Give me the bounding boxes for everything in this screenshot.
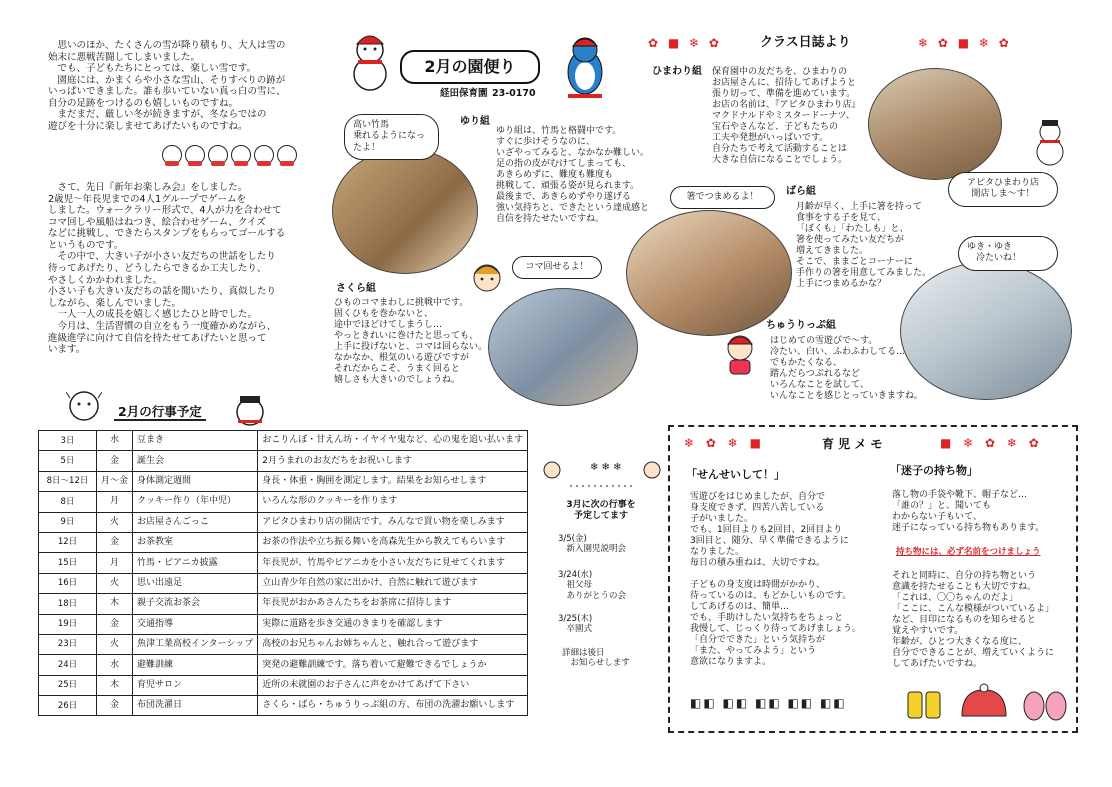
schedule-weekday: 月 (97, 553, 133, 573)
schedule-weekday: 木 (97, 594, 133, 614)
schedule-date: 9日 (39, 512, 97, 532)
schedule-weekday: 金 (97, 614, 133, 634)
schedule-table (38, 430, 528, 716)
schedule-event: 親子交流お茶会 (133, 594, 258, 614)
sakura-photo (488, 288, 638, 406)
schedule-date: 24日 (39, 655, 97, 675)
schedule-weekday: 水 (97, 655, 133, 675)
memo-decoration-left: ❄ ✿ ❄ ■ (684, 436, 765, 450)
himawari-photo (868, 68, 1002, 180)
schedule-event: お茶教室 (133, 532, 258, 552)
schedule-event: 身体測定週間 (133, 471, 258, 491)
march-notice-item: 3/25(木) 卒園式 (558, 614, 593, 635)
schedule-date: 3日 (39, 431, 97, 451)
schedule-row (39, 573, 528, 593)
org-name: 経田保育園 (440, 88, 488, 99)
schedule-date: 18日 (39, 594, 97, 614)
snowman-icon (231, 145, 251, 165)
bara-label: ばら組 (786, 186, 816, 197)
memo-highlight: 持ち物には、必ず名前をつけましょう (896, 547, 1041, 557)
schedule-event: 避難訓練 (133, 655, 258, 675)
penguin-mascot-icon (560, 34, 610, 104)
snowman-icon (232, 392, 268, 428)
schedule-row (39, 655, 528, 675)
snowman-icon (277, 145, 297, 165)
girl-character-icon (466, 258, 508, 298)
org-phone: 23-0170 (492, 88, 536, 99)
yuri-speech-bubble: 高い竹馬 乗れるようになったよ！ (344, 114, 439, 160)
schedule-event: 竹馬・ピアニカ披露 (133, 553, 258, 573)
sakura-speech-bubble: コマ回せるよ！ (512, 256, 602, 279)
himawari-speech-bubble: アピタひまわり店 開店しま～す！ (948, 172, 1058, 207)
schedule-row (39, 594, 528, 614)
snowman-icon (254, 145, 274, 165)
bara-photo (626, 210, 792, 336)
snowman-mascot-icon (340, 30, 400, 92)
schedule-date: 5日 (39, 451, 97, 471)
schedule-description: おこりんぼ・甘えん坊・イヤイヤ鬼など、心の鬼を追い払います (258, 431, 528, 451)
snowman-icon (162, 145, 182, 165)
schedule-row (39, 675, 528, 695)
schedule-event: 交通指導 (133, 614, 258, 634)
snowman-icon (185, 145, 205, 165)
schedule-description: 近所の未就園のお子さんに声をかけてあげて下さい (258, 675, 528, 695)
schedule-description: 2月うまれのお友だちをお祝いします (258, 451, 528, 471)
schedule-row (39, 492, 528, 512)
schedule-date: 8日 (39, 492, 97, 512)
schedule-description: さくら・ばら・ちゅうりっぷ組の方、布団の洗濯お願いします (258, 696, 528, 716)
schedule-row (39, 471, 528, 491)
event-report-text: さて、先日『新年お楽しみ会』をしました。 2歳児～年長児までの4人1グループでゲームを しました。ウォークラリー形式で、4人が力を合わせて コマ回しや風船はねつき、絵合わせゲーム、クイズ などに挑戦し、できたらスタンプをもらってゴールする というものです。 その中で、大きい子が小さい友だちの世話をしたり 待ってあげたり、どうしたらできるか工夫したり、 やさしくかかわれました。 小さい子も大きい友だちの話を聞いたり、真似したり しながら、楽しんでいました。 一人一人の成長を嬉しく感じたひと時でした。 今月は、生活習慣の自立をもう一度確かめながら、 進級進学に向けて自信を持たせてあげたいと思って います。 (48, 182, 286, 356)
memo-decoration-right: ■ ❄ ✿ ❄ ✿ (940, 436, 1043, 450)
schedule-description: 年長児がおかあさんたちをお茶席に招待します (258, 594, 528, 614)
schedule-description: アピタひまわり店の開店です。みんなで買い物を楽しみます (258, 512, 528, 532)
schedule-weekday: 火 (97, 573, 133, 593)
memo-title: 育 児 メ モ (822, 437, 883, 451)
schedule-description: 実際に道路を歩き交通のきまりを確認します (258, 614, 528, 634)
schedule-title: 2月の行事予定 (114, 404, 206, 421)
schedule-row (39, 634, 528, 654)
child-character-icon (720, 330, 760, 376)
schedule-description: 高校のお兄ちゃんお姉ちゃんと、触れ合って遊びます (258, 634, 528, 654)
schedule-event: 誕生会 (133, 451, 258, 471)
bara-speech-bubble: 箸でつまめるよ！ (670, 186, 775, 209)
diary-decoration-right: ❄ ✿ ■ ❄ ✿ (918, 36, 1012, 50)
snowman-icon (1030, 118, 1070, 168)
yuri-text: ゆり組は、竹馬と格闘中です。 すぐに歩けそうなのに、 いざやってみると、なかなか難しい。 足の指の皮がむけてしまっても、 あきらめずに、難度も難度も 挑戦して、頑張る姿が見られます。 最後まで、あきらめずやり遂げる 強い気持ちと、できたという達成感と 自信を持たせたいですね。 (496, 126, 650, 224)
yuri-label: ゆり組 (460, 116, 490, 127)
class-diary-title: クラス日誌より (760, 35, 851, 50)
tulip-text: はじめての雪遊びで～す。 冷たい、白い、ふわふわしてる… でもかたくなる、 踏んだらつぶれるなど いろんなことを試して、 いんなことを感じとっていきますね。 (770, 336, 923, 401)
winter-clothes-icon (900, 682, 1070, 726)
tulip-label: ちゅうりっぷ組 (766, 320, 836, 331)
schedule-description: お茶の作法や立ち振る舞いを高森先生から教えてもらいます (258, 532, 528, 552)
schedule-row (39, 431, 528, 451)
march-notice-title: 3月に次の行事を 予定してます (566, 500, 636, 521)
schedule-row (39, 451, 528, 471)
schedule-date: 25日 (39, 675, 97, 695)
memo-right-text: 落し物の手袋や靴下、帽子など… 「誰の？」と、聞いても わからない子もいて、 迷子になっている持ち物もあります。 (892, 490, 1045, 533)
schedule-row (39, 553, 528, 573)
newsletter-title: 2月の園便り (400, 50, 540, 84)
tulip-speech-bubble: ゆき・ゆき 冷たいね！ (958, 236, 1058, 271)
sakura-label: さくら組 (336, 283, 376, 294)
intro-text: 思いのほか、たくさんの雪が降り積もり、大人は雪の 始末に悪戦苦闘してしまいました。 でも、子どもたちにとっては、楽しい雪です。 園庭には、かまくらや小さな雪山、そりすべりの跡が いっぱいできました。誰も歩いていない真っ白の雪に、 自分の足跡をつけるのも嬉しいものですね。 まだまだ、厳しい冬が続きますが、冬ならではの 遊びを十分に楽しませてあげたいものですね。 (48, 40, 286, 133)
schedule-weekday: 水 (97, 431, 133, 451)
schedule-date: 19日 (39, 614, 97, 634)
schedule-event: 育児サロン (133, 675, 258, 695)
schedule-row (39, 614, 528, 634)
schedule-date: 26日 (39, 696, 97, 716)
schedule-date: 16日 (39, 573, 97, 593)
schedule-row (39, 696, 528, 716)
schedule-weekday: 月 (97, 492, 133, 512)
snowman-icon (66, 388, 102, 424)
memo-left-text: 雪遊びをはじめましたが、自分で 身支度できず、四苦八苦している 子がいました。 でも、1回目よりも2回目、2回目より 3回目と、随分、早く準備できるように なりました。 毎日の積み重ねは、大切ですね。 子どもの身支度は時間がかかり、 待っているのは、もどかしいものです。 してあげるのは、簡単… でも、手助けしたい気持ちをちょっと 我慢して、じっくり待ってあげましょう。 「自分でできた」という気持ちが 「また、やってみよう」という 意欲になりますよ。 (690, 492, 861, 667)
memo-right-text: それと同時に、自分の持ち物という 意識を持たせることも大切ですね。 「これは、〇〇ちゃんのだよ」 「ここに、こんな模様がついているよ」 など、目印になるものを知らせると 覚えやすいです。 年齢が、ひとつ大きくなる度に、 自分でできることが、増えていくように してあげたいですね。 (892, 571, 1055, 669)
schedule-description: 年長児が、竹馬やピアニカを小さい友だちに見せてくれます (258, 553, 528, 573)
schedule-event: 魚津工業高校インターシップ (133, 634, 258, 654)
schedule-weekday: 月～金 (97, 471, 133, 491)
schedule-event: 布団洗濯日 (133, 696, 258, 716)
schedule-description: 立山青少年自然の家に出かけ、自然に触れて遊びます (258, 573, 528, 593)
schedule-date: 12日 (39, 532, 97, 552)
schedule-date: 15日 (39, 553, 97, 573)
march-notice-box (538, 448, 664, 688)
schedule-weekday: 火 (97, 512, 133, 532)
march-notice-item: 3/24(水) 祖父母 ありがとうの会 (558, 570, 627, 601)
sakura-text: ひものコマまわしに挑戦中です。 固くひもを巻かないと、 途中でほどけてしまうし… やっときれいに巻けたと思っても、 上手に投げないと、コマは回らない。 なかなか、根気のいる遊びですが それだからこそ、うまく回ると 嬉しさも大きいのでしょうね。 (334, 298, 488, 385)
yuri-photo (332, 148, 478, 274)
schedule-event: 思い出遠足 (133, 573, 258, 593)
memo-left-heading: 「せんせいして！」 (686, 468, 785, 481)
schedule-event: 豆まき (133, 431, 258, 451)
bara-text: 月齢が早く、上手に箸を持って 食事をする子を見て、 「ぼくも」「わたしも」と、 箸を使ってみたい友だちが 増えてきました。 そこで、ままごとコーナーに 手作りの箸を用意してみました。 上手につまめるかな？ (796, 202, 932, 289)
memo-right-heading: 「迷子の持ち物」 (890, 464, 978, 477)
schedule-weekday: 火 (97, 634, 133, 654)
schedule-weekday: 木 (97, 675, 133, 695)
schedule-event: クッキー作り（年中児） (133, 492, 258, 512)
schedule-weekday: 金 (97, 451, 133, 471)
memo-footer-decoration: ◧◧ ◧◧ ◧◧ ◧◧ ◧◧ (690, 696, 847, 710)
himawari-text: 保育園中の友だちを、ひまわりの お店屋さんに、招待してあげようと 張り切って、準備を進めています。 お店の名前は、『アピタひまわり店』 マクドナルドやミスタードーナツ、 宝石やさんなど、子どもたちの 工夫や発想がいっぱいです。 自分たちで考えて活動することは 大きな自信になることでしょう。 (712, 67, 861, 165)
march-notice-footer: 詳細は後日 お知らせします (562, 648, 630, 669)
snowman-icon (208, 145, 228, 165)
march-notice-item: 3/5(金) 新入園児説明会 (558, 534, 627, 555)
schedule-weekday: 金 (97, 532, 133, 552)
schedule-row (39, 532, 528, 552)
snowman-row-decoration (162, 145, 300, 169)
schedule-weekday: 金 (97, 696, 133, 716)
svg-text:❄ ❄ ❄: ❄ ❄ ❄ (590, 462, 622, 473)
schedule-description: 突発の避難訓練です。落ち着いて避難できるでしょうか (258, 655, 528, 675)
schedule-event: お店屋さんごっこ (133, 512, 258, 532)
schedule-description: いろんな形のクッキーを作ります (258, 492, 528, 512)
schedule-date: 8日～12日 (39, 471, 97, 491)
schedule-description: 身長・体重・胸囲を測定します。結果をお知らせします (258, 471, 528, 491)
diary-decoration-left: ✿ ■ ❄ ✿ (648, 36, 722, 50)
dancing-children-icon (540, 456, 662, 506)
schedule-date: 23日 (39, 634, 97, 654)
himawari-label: ひまわり組 (652, 66, 702, 77)
schedule-row (39, 512, 528, 532)
